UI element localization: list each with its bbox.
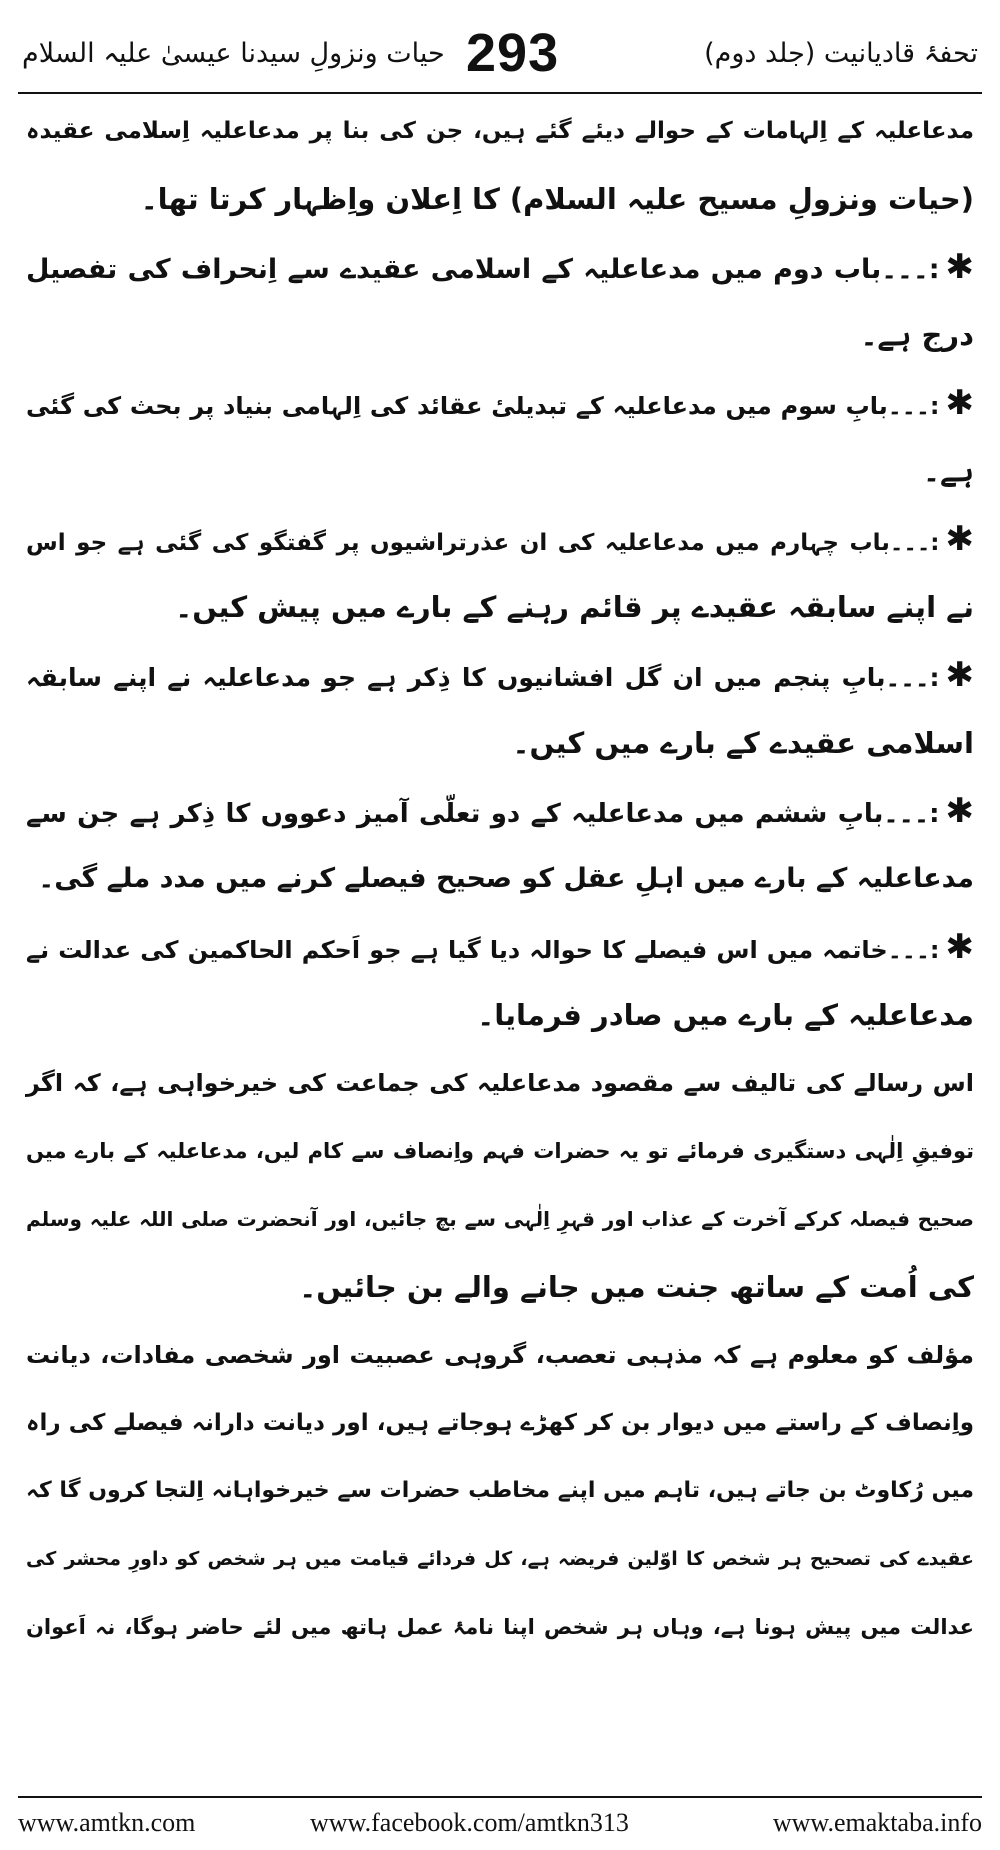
asterisk-icon: ✱ <box>945 655 974 695</box>
book-title: تحفۂ قادیانیت (جلد دوم) <box>704 38 978 69</box>
text-line-bullet <box>26 236 974 298</box>
asterisk-icon: ✱ <box>945 247 974 287</box>
text-line: واِنصاف کے راستے میں دیوار بن کر کھڑے ہوجاتے ہیں، اور دیانت دارانہ فیصلے کی راہ <box>26 1410 974 1436</box>
asterisk-icon: ✱ <box>945 383 974 423</box>
text-line: عقیدے کی تصحیح ہر شخص کا اوّلین فریضہ ہے، کل فردائے قیامت میں ہر شخص کو داورِ محشر کی <box>26 1548 974 1570</box>
header-divider <box>18 92 982 94</box>
footer-divider <box>18 1796 982 1798</box>
text-line: :۔۔۔باب دوم میں مدعاعلیہ کے اسلامی عقیدے سے اِنحراف کی تفصیل <box>26 254 940 285</box>
text-line: کی اُمت کے ساتھ جنت میں جانے والے بن جائیں۔ <box>299 1270 974 1304</box>
text-line: :۔۔۔خاتمہ میں اس فیصلے کا حوالہ دیا گیا ہے جو اَحکم الحاکمین کی عدالت نے <box>26 936 940 964</box>
text-line: عدالت میں پیش ہونا ہے، وہاں ہر شخص اپنا نامۂ عمل ہاتھ میں لئے حاضر ہوگا، نہ اَعوان <box>26 1615 974 1639</box>
footer-link-amtkn[interactable]: www.amtkn.com <box>18 1808 196 1837</box>
text-line-bullet <box>26 916 974 978</box>
text-line: مؤلف کو معلوم ہے کہ مذہبی تعصب، گروہی عصبیت اور شخصی مفادات، دیانت <box>26 1341 974 1369</box>
page-header <box>18 22 982 88</box>
asterisk-icon: ✱ <box>945 519 974 559</box>
footer-link-facebook[interactable]: www.facebook.com/amtkn313 <box>310 1808 629 1837</box>
asterisk-icon: ✱ <box>945 791 974 831</box>
text-line-bullet <box>26 780 974 842</box>
text-line-bullet <box>26 508 974 570</box>
text-line: مدعاعلیہ کے اِلہامات کے حوالے دیئے گئے ہیں، جن کی بنا پر مدعاعلیہ اِسلامی عقیدہ <box>26 118 974 144</box>
text-line: (حیات ونزولِ مسیح علیہ السلام) کا اِعلان واِظہار کرتا تھا۔ <box>140 182 974 216</box>
text-line-bullet <box>26 372 974 434</box>
text-line: مدعاعلیہ کے بارے میں اہلِ عقل کو صحیح فیصلے کرنے میں مدد ملے گی۔ <box>38 863 974 894</box>
text-line: اسلامی عقیدے کے بارے میں کیں۔ <box>512 726 974 760</box>
text-line: میں رُکاوٹ بن جاتے ہیں، تاہم میں اپنے مخاطب حضرات سے خیرخواہانہ اِلتجا کروں گا کہ <box>26 1478 974 1503</box>
text-line: :۔۔۔بابِ پنجم میں ان گل افشانیوں کا ذِکر ہے جو مدعاعلیہ نے اپنے سابقہ <box>26 663 940 692</box>
text-line: :۔۔۔بابِ ششم میں مدعاعلیہ کے دو تعلّی آمیز دعووں کا ذِکر ہے جن سے <box>26 799 940 829</box>
text-line: :۔۔۔باب چہارم میں مدعاعلیہ کی ان عذرتراشیوں پر گفتگو کی گئی ہے جو اس <box>26 530 940 556</box>
page-number: 293 <box>466 23 560 83</box>
text-line: اس رسالے کی تالیف سے مقصود مدعاعلیہ کی جماعت کی خیرخواہی ہے، کہ اگر <box>26 1069 974 1097</box>
footer-link-emaktaba[interactable]: www.emaktaba.info <box>772 1808 982 1837</box>
text-line: مدعاعلیہ کے بارے میں صادر فرمایا۔ <box>477 998 974 1032</box>
text-line-bullet <box>26 644 974 706</box>
page-body <box>26 100 974 1790</box>
text-line: ہے۔ <box>923 454 974 488</box>
page-footer <box>18 1808 982 1844</box>
section-title: حیات ونزولِ سیدنا عیسیٰ علیہ السلام <box>22 38 445 69</box>
text-line: توفیقِ اِلٰہی دستگیری فرمائے تو یہ حضرات فہم واِنصاف سے کام لیں، مدعاعلیہ کے بارے میں <box>26 1139 974 1163</box>
asterisk-icon: ✱ <box>945 927 974 967</box>
text-line: نے اپنے سابقہ عقیدے پر قائم رہنے کے بارے میں پیش کیں۔ <box>175 590 974 624</box>
text-line: درج ہے۔ <box>860 318 974 352</box>
text-line: :۔۔۔بابِ سوم میں مدعاعلیہ کے تبدیلیٔ عقائد کی اِلہامی بنیاد پر بحث کی گئی <box>26 392 940 420</box>
text-line: صحیح فیصلہ کرکے آخرت کے عذاب اور قہرِ اِلٰہی سے بچ جائیں، اور آنحضرت صلی اللہ علیہ وسلم <box>26 1207 974 1231</box>
